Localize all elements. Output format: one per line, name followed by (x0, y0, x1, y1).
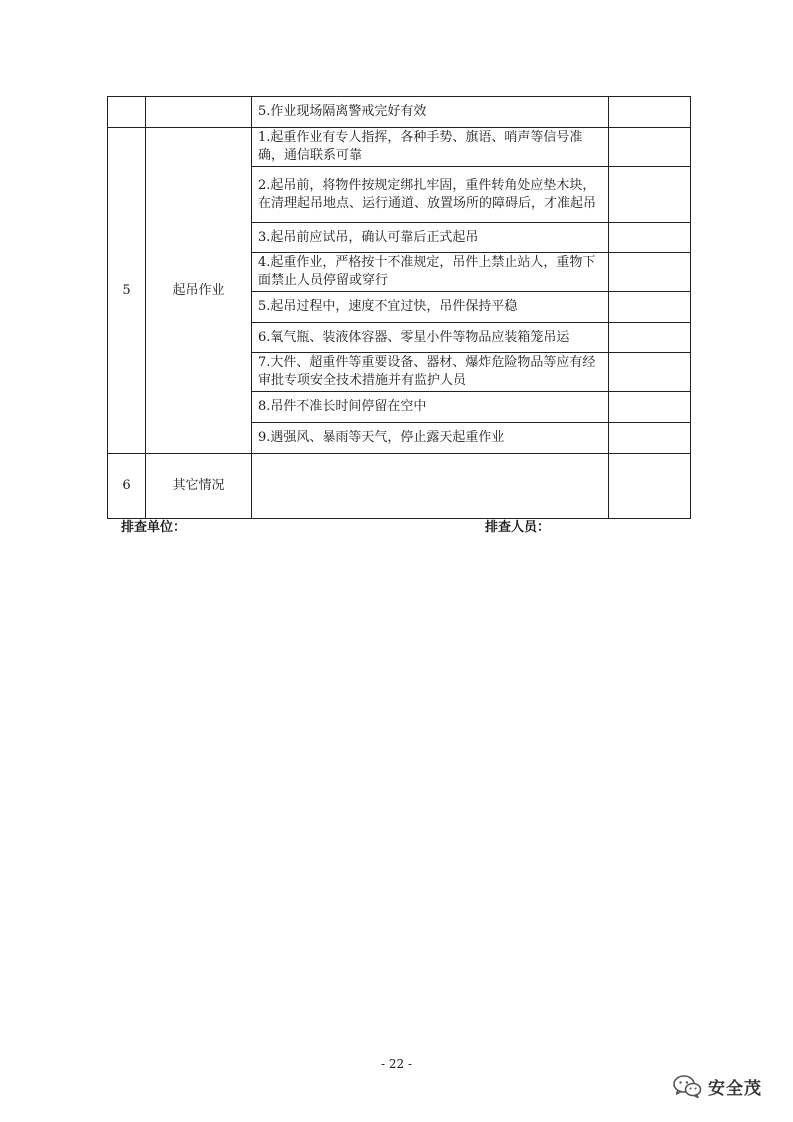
result-cell (609, 253, 691, 292)
check-content-cell: 8.吊件不准长时间停留在空中 (252, 392, 609, 423)
result-cell (609, 167, 691, 223)
check-content-cell: 5.起吊过程中，速度不宜过快，吊件保持平稳 (252, 292, 609, 323)
watermark-text: 安全茂 (708, 1078, 762, 1099)
row-number-cell: 6 (108, 454, 146, 519)
check-content-cell: 1.起重作业有专人指挥，各种手势、旗语、哨声等信号准确，通信联系可靠 (252, 128, 609, 167)
result-cell (609, 353, 691, 392)
check-content-cell: 2.起吊前，将物件按规定绑扎牢固，重件转角处应垫木块，在清理起吊地点、运行通道、放置场所的障碍后，才准起吊 (252, 167, 609, 223)
inspector-label: 排查人员： (485, 520, 551, 535)
check-content-cell (252, 454, 609, 519)
page-number: - 22 - (380, 1057, 412, 1071)
check-content-cell: 9.遇强风、暴雨等天气，停止露天起重作业 (252, 423, 609, 454)
check-content-cell: 7.大件、超重件等重要设备、器材、爆炸危险物品等应有经审批专项安全技术措施并有监护人员 (252, 353, 609, 392)
item-cell: 起吊作业 (146, 128, 252, 454)
inspection-unit-label: 排查单位： (121, 520, 187, 535)
result-cell (609, 97, 691, 128)
result-cell (609, 392, 691, 423)
check-content-cell: 5.作业现场隔离警戒完好有效 (252, 97, 609, 128)
check-content-cell: 4.起重作业，严格按十不准规定，吊件上禁止站人，重物下面禁止人员停留或穿行 (252, 253, 609, 292)
row-number-cell (108, 97, 146, 128)
table-row (108, 128, 691, 167)
result-cell (609, 292, 691, 323)
check-content-cell: 3.起吊前应试吊，确认可靠后正式起吊 (252, 223, 609, 253)
row-number-cell: 5 (108, 128, 146, 454)
table-row (108, 454, 691, 519)
result-cell (609, 128, 691, 167)
table-row (108, 97, 691, 128)
check-content-cell: 6.氧气瓶、装液体容器、零星小件等物品应装箱笼吊运 (252, 323, 609, 353)
result-cell (609, 323, 691, 353)
result-cell (609, 223, 691, 253)
item-cell (146, 97, 252, 128)
watermark (672, 1073, 762, 1099)
result-cell (609, 454, 691, 519)
item-cell: 其它情况 (146, 454, 252, 519)
wechat-icon (672, 1073, 702, 1099)
inspection-table (107, 96, 691, 519)
result-cell (609, 423, 691, 454)
